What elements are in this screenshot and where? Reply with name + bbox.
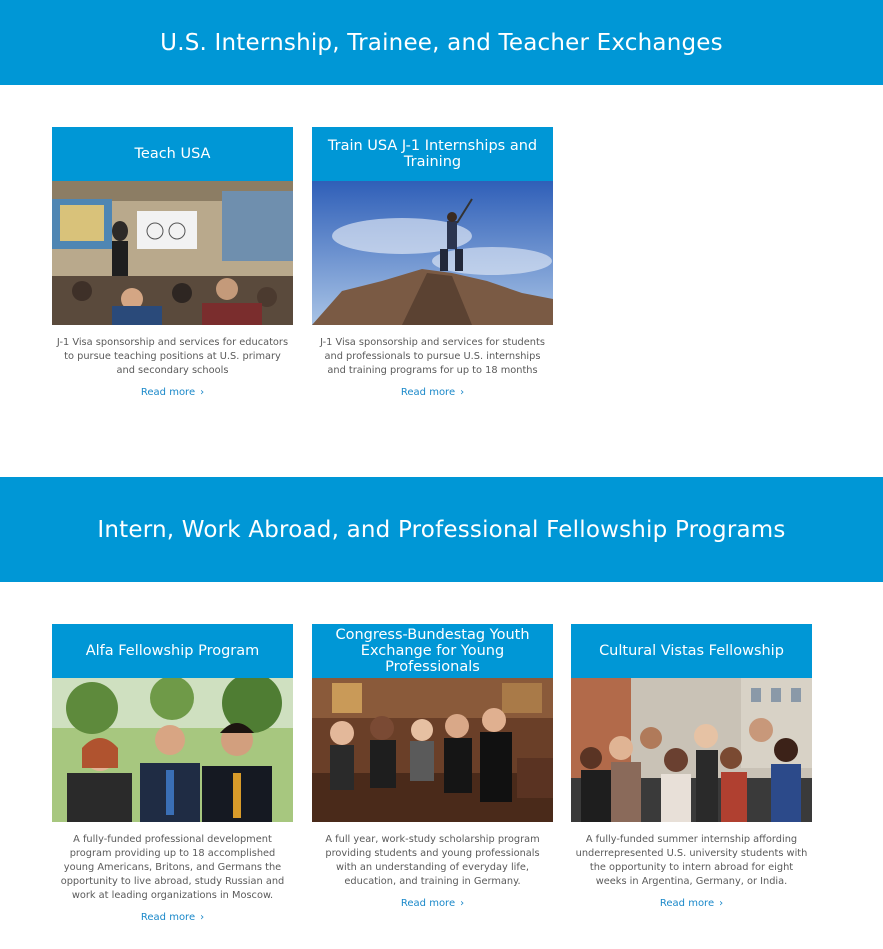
chevron-right-icon: ›: [460, 387, 465, 398]
card-title[interactable]: Teach USA: [52, 127, 293, 181]
read-more-label: Read more: [659, 898, 715, 909]
section-title: U.S. Internship, Trainee, and Teacher Exchanges: [160, 29, 723, 56]
read-more-link[interactable]: [312, 898, 553, 909]
chevron-right-icon: ›: [460, 898, 465, 909]
card-title[interactable]: Alfa Fellowship Program: [52, 624, 293, 678]
card-description: J-1 Visa sponsorship and services for students and professionals to pursue U.S. internships and training programs for up to 18 months: [320, 337, 545, 376]
program-card-alfa-fellowship: [52, 624, 293, 923]
card-description: A full year, work-study scholarship program providing students and young professionals with an understanding of everyday life, education, and training in Germany.: [325, 834, 540, 887]
section-banner-us-exchanges: [0, 0, 883, 85]
section-title: Intern, Work Abroad, and Professional Fellowship Programs: [97, 516, 786, 543]
read-more-label: Read more: [400, 898, 456, 909]
card-title[interactable]: Train USA J-1 Internships and Training: [312, 127, 553, 181]
fellows-group-photo[interactable]: [52, 678, 293, 822]
read-more-label: Read more: [140, 387, 196, 398]
participants-lounge-photo[interactable]: [312, 678, 553, 822]
program-card-teach-usa: [52, 127, 293, 398]
classroom-photo[interactable]: [52, 181, 293, 325]
card-description: A fully-funded summer internship affording underrepresented U.S. university students with the opportunity to intern abroad for eight weeks in Argentina, Germany, or India.: [575, 834, 808, 887]
read-more-link[interactable]: [52, 912, 293, 923]
mountain-summit-photo[interactable]: [312, 181, 553, 325]
read-more-label: Read more: [140, 912, 196, 923]
program-card-cbyx: [312, 624, 553, 909]
program-card-train-usa: [312, 127, 553, 398]
chevron-right-icon: ›: [200, 912, 205, 923]
card-title[interactable]: Cultural Vistas Fellowship: [571, 624, 812, 678]
section-banner-fellowships: [0, 477, 883, 582]
program-card-cultural-vistas-fellowship: [571, 624, 812, 909]
card-description: A fully-funded professional development program providing up to 18 accomplished young Americans, Britons, and Germans the opportunity to live abroad, study Russian and work at leading organizations in Moscow.: [60, 834, 285, 901]
chevron-right-icon: ›: [719, 898, 724, 909]
chevron-right-icon: ›: [200, 387, 205, 398]
read-more-link[interactable]: [52, 387, 293, 398]
read-more-link[interactable]: [312, 387, 553, 398]
card-title[interactable]: Congress-Bundestag Youth Exchange for Young Professionals: [312, 624, 553, 678]
street-group-photo[interactable]: [571, 678, 812, 822]
read-more-label: Read more: [400, 387, 456, 398]
card-description: J-1 Visa sponsorship and services for educators to pursue teaching positions at U.S. primary and secondary schools: [56, 337, 289, 376]
read-more-link[interactable]: [571, 898, 812, 909]
